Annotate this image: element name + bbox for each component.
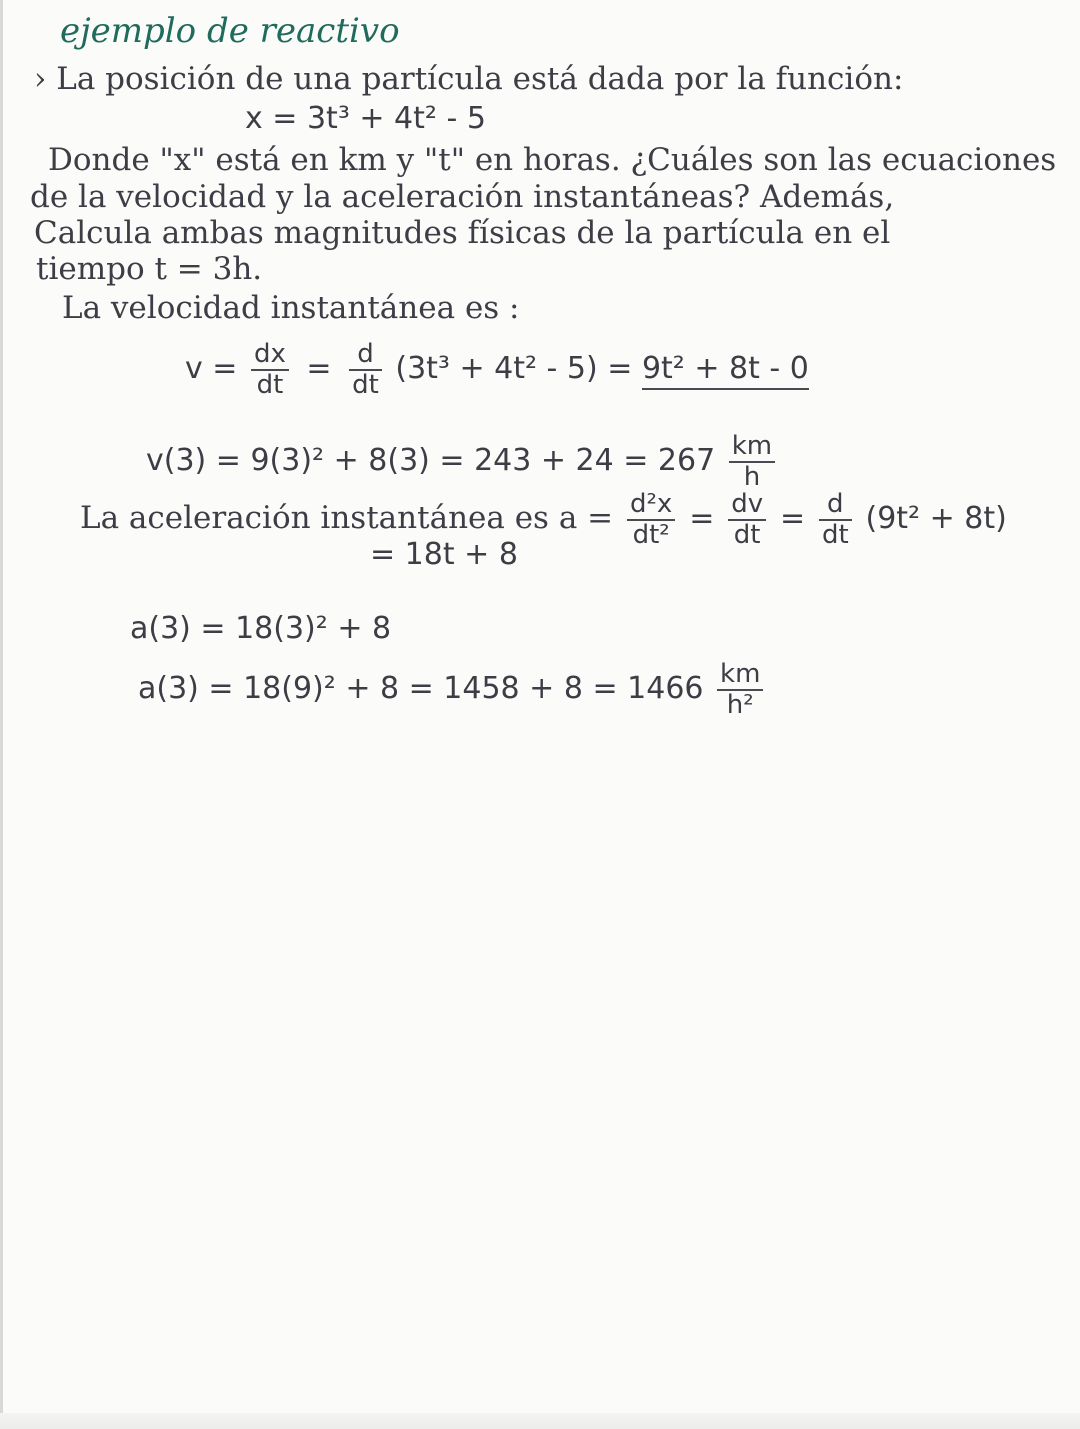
d2x-dt2-fraction xyxy=(627,490,675,549)
acceleration-evaluation-1: a(3) = 18(3)² + 8 xyxy=(130,611,392,646)
unit-denominator: h xyxy=(743,461,761,492)
fraction-numerator: d xyxy=(819,490,852,521)
statement-line-2: Donde "x" está en km y "t" en horas. ¿Cuáles son las ecuaciones xyxy=(48,142,1057,178)
fraction-denominator: dt² xyxy=(632,519,670,550)
velocity-derivative-equation xyxy=(185,340,809,399)
fraction-numerator: dv xyxy=(728,490,766,521)
dx-dt-fraction xyxy=(251,340,289,399)
fraction-numerator: d xyxy=(349,340,382,371)
acceleration-derivative-line xyxy=(80,490,1007,549)
acceleration-eval-text: a(3) = 18(9)² + 8 = 1458 + 8 = 1466 xyxy=(138,671,704,707)
velocity-lhs: v = xyxy=(185,351,238,387)
page-bottom-edge xyxy=(0,1413,1080,1429)
d-dt-fraction xyxy=(819,490,852,549)
acceleration-result: = 18t + 8 xyxy=(370,537,518,572)
velocity-expression: (3t³ + 4t² - 5) = xyxy=(395,351,633,387)
acceleration-intro: La aceleración instantánea es a = xyxy=(80,500,614,537)
statement-line-3: de la velocidad y la aceleración instantáneas? Además, xyxy=(30,179,895,215)
fraction-denominator: dt xyxy=(352,369,379,400)
d-dt-fraction xyxy=(349,340,382,399)
acceleration-unit xyxy=(717,660,763,719)
equals-sign: = xyxy=(689,501,715,537)
acceleration-expression: (9t² + 8t) xyxy=(865,501,1007,537)
statement-line-5: tiempo t = 3h. xyxy=(36,251,263,287)
statement-line-4: Calcula ambas magnitudes físicas de la partícula en el xyxy=(34,215,891,251)
page-left-edge xyxy=(0,0,3,1429)
fraction-denominator: dt xyxy=(256,369,284,400)
velocity-equation-result: 9t² + 8t - 0 xyxy=(642,351,809,390)
unit-numerator: km xyxy=(717,660,763,691)
acceleration-evaluation-2 xyxy=(138,660,767,719)
dv-dt-fraction xyxy=(728,490,766,549)
fraction-numerator: d²x xyxy=(627,490,675,521)
equals-sign: = xyxy=(306,351,332,387)
fraction-denominator: dt xyxy=(821,519,849,550)
page-title: ejemplo de reactivo xyxy=(60,11,400,51)
fraction-numerator: dx xyxy=(251,340,289,371)
unit-denominator: h² xyxy=(726,689,754,720)
velocity-unit xyxy=(729,432,775,491)
fraction-denominator: dt xyxy=(733,519,761,550)
velocity-eval-text: v(3) = 9(3)² + 8(3) = 243 + 24 = 267 xyxy=(146,443,716,479)
unit-numerator: km xyxy=(729,432,775,463)
velocity-evaluation xyxy=(146,432,779,491)
equals-sign: = xyxy=(779,501,806,537)
position-formula: x = 3t³ + 4t² - 5 xyxy=(245,101,486,136)
statement-line-1: › La posición de una partícula está dada por la función: xyxy=(34,61,904,97)
velocity-intro: La velocidad instantánea es : xyxy=(62,290,520,326)
